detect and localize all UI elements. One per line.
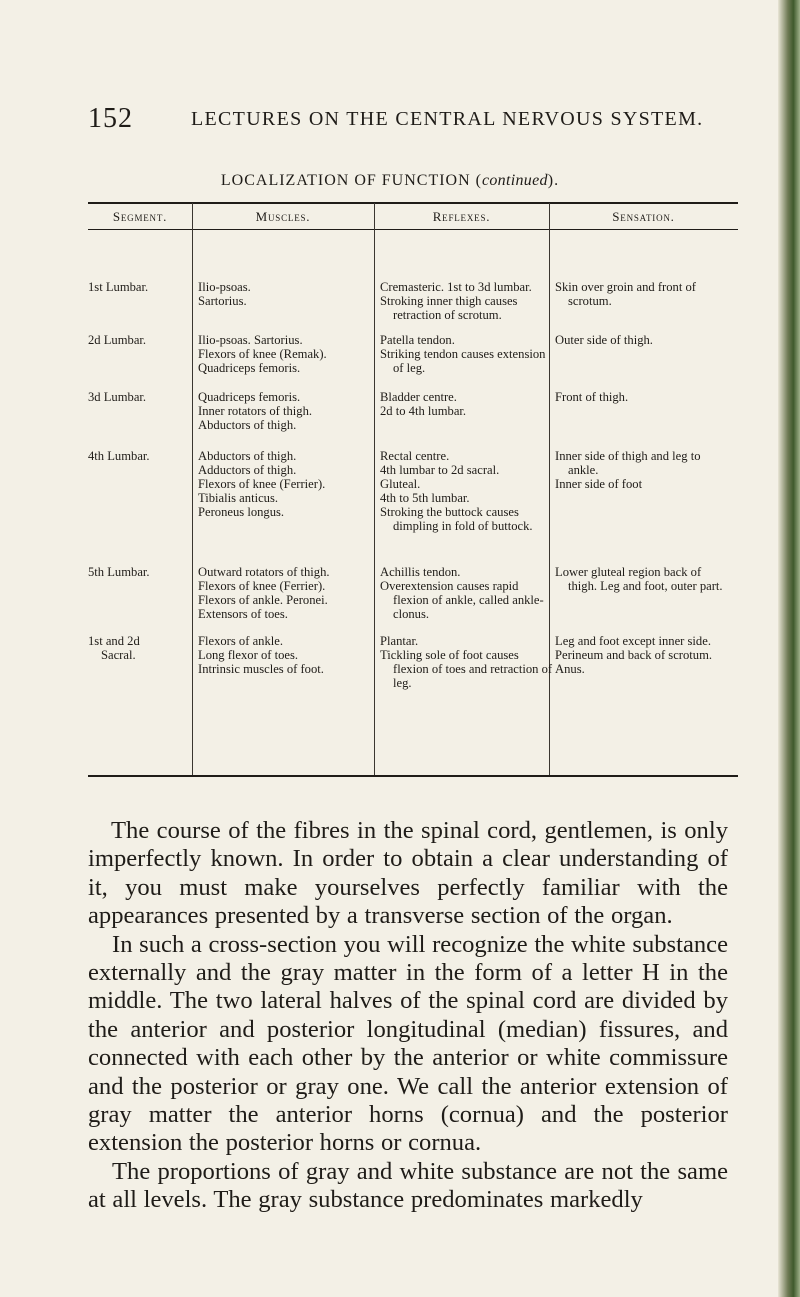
cell-line: 2d to 4th lumbar. bbox=[380, 404, 467, 418]
cell-line: Striking tendon causes extension of leg. bbox=[380, 347, 546, 375]
paragraph: The course of the fibres in the spinal cord, gentlemen, is only imperfectly known. In order to obtain a clear understanding of it, you must make yourselves perfectly familiar with the appearances presented by a transverse section of the organ. bbox=[88, 817, 728, 930]
cell-line: Flexors of knee (Remak). bbox=[198, 347, 327, 361]
sensation-cell bbox=[549, 565, 738, 634]
cell-line: Ilio-psoas. bbox=[198, 280, 251, 294]
segment-cell bbox=[88, 449, 192, 565]
cell-line: 4th lumbar to 2d sacral. bbox=[380, 463, 500, 477]
cell-line: Sartorius. bbox=[198, 294, 247, 308]
table-row bbox=[88, 322, 738, 390]
cell-line: Overextension causes rapid flexion of ankle, called ankle-clonus. bbox=[380, 579, 544, 621]
cell-line: Adductors of thigh. bbox=[198, 463, 297, 477]
cell-line: Plantar. bbox=[380, 634, 419, 648]
page-header bbox=[0, 103, 780, 133]
caption-close: ). bbox=[547, 172, 560, 189]
segment-cell bbox=[88, 322, 192, 390]
cell-line: Patella tendon. bbox=[380, 333, 455, 347]
cell-line: 2d Lumbar. bbox=[88, 333, 147, 347]
muscles-cell bbox=[192, 228, 374, 322]
cell-line: Abductors of thigh. bbox=[198, 449, 297, 463]
page-edge bbox=[778, 0, 800, 1297]
segment-cell bbox=[88, 228, 192, 322]
paragraph: The proportions of gray and white substance are not the same at all levels. The gray substance predominates markedly bbox=[88, 1157, 728, 1214]
cell-line: Long flexor of toes. bbox=[198, 648, 299, 662]
cell-line: Inner side of thigh and leg to ankle. bbox=[555, 449, 701, 477]
cell-line: Rectal centre. bbox=[380, 449, 450, 463]
sensation-cell bbox=[549, 390, 738, 449]
cell-line: Achillis tendon. bbox=[380, 565, 461, 579]
cell-line: Front of thigh. bbox=[555, 390, 629, 404]
cell-line: Tibialis anticus. bbox=[198, 491, 279, 505]
cell-line: Outer side of thigh. bbox=[555, 333, 653, 347]
caption-continued: continued bbox=[481, 172, 548, 189]
table-top-rule bbox=[88, 202, 738, 204]
cell-line: Outward rotators of thigh. bbox=[198, 565, 330, 579]
cell-line: Stroking the buttock causes dimpling in fold of buttock. bbox=[380, 505, 533, 533]
sensation-cell bbox=[549, 228, 738, 322]
table-row bbox=[88, 634, 738, 724]
cell-line: Cremasteric. 1st to 3d lumbar. bbox=[380, 280, 532, 294]
sensation-cell bbox=[549, 449, 738, 565]
table-row bbox=[88, 390, 738, 449]
muscles-cell bbox=[192, 449, 374, 565]
cell-line: Sacral. bbox=[101, 648, 136, 662]
cell-line: Anus. bbox=[555, 662, 585, 676]
reflexes-cell bbox=[374, 228, 549, 322]
caption-main: LOCALIZATION OF FUNCTION ( bbox=[220, 172, 482, 189]
muscles-cell bbox=[192, 390, 374, 449]
body-text bbox=[88, 817, 728, 1215]
cell-line: Inner rotators of thigh. bbox=[198, 404, 313, 418]
muscles-cell bbox=[192, 322, 374, 390]
cell-line: 1st and 2d bbox=[88, 634, 140, 648]
cell-line: Flexors of ankle. bbox=[198, 634, 283, 648]
cell-line: 4th to 5th lumbar. bbox=[380, 491, 470, 505]
reflexes-cell bbox=[374, 565, 549, 634]
cell-line: Intrinsic muscles of foot. bbox=[198, 662, 324, 676]
cell-line: 3d Lumbar. bbox=[88, 390, 147, 404]
cell-line: Flexors of knee (Ferrier). bbox=[198, 579, 326, 593]
table-row bbox=[88, 449, 738, 565]
cell-line: Tickling sole of foot causes flexion of toes and retraction of leg. bbox=[380, 648, 553, 690]
cell-line: Lower gluteal region back of thigh. Leg and foot, outer part. bbox=[555, 565, 723, 593]
localization-table bbox=[88, 205, 738, 724]
muscles-cell bbox=[192, 634, 374, 724]
sensation-cell bbox=[549, 634, 738, 724]
reflexes-cell bbox=[374, 449, 549, 565]
header-segment: Segment. bbox=[112, 208, 168, 224]
cell-line: Leg and foot except inner side. bbox=[555, 634, 711, 648]
cell-line: Abductors of thigh. bbox=[198, 418, 297, 432]
reflexes-cell bbox=[374, 390, 549, 449]
muscles-cell bbox=[192, 565, 374, 634]
running-title: LECTURES ON THE CENTRAL NERVOUS SYSTEM. bbox=[191, 108, 704, 130]
table-row bbox=[88, 565, 738, 634]
page-number: 152 bbox=[88, 103, 133, 134]
cell-line: Extensors of toes. bbox=[198, 607, 288, 621]
cell-line: Skin over groin and front of scrotum. bbox=[555, 280, 696, 308]
segment-cell bbox=[88, 634, 192, 724]
cell-line: Peroneus longus. bbox=[198, 505, 285, 519]
cell-line: 5th Lumbar. bbox=[88, 565, 150, 579]
table-caption bbox=[0, 172, 780, 190]
cell-line: Quadriceps femoris. bbox=[198, 361, 301, 375]
cell-line: Stroking inner thigh causes retraction of scrotum. bbox=[380, 294, 518, 322]
cell-line: Ilio-psoas. Sartorius. bbox=[198, 333, 303, 347]
segment-cell bbox=[88, 390, 192, 449]
header-reflexes: Reflexes. bbox=[432, 208, 491, 224]
cell-line: Perineum and back of scrotum. bbox=[555, 648, 713, 662]
reflexes-cell bbox=[374, 634, 553, 724]
cell-line: Flexors of ankle. Peronei. bbox=[198, 593, 328, 607]
table-row bbox=[88, 228, 738, 322]
header-sensation: Sensation. bbox=[612, 208, 675, 224]
table-header-row bbox=[88, 205, 738, 228]
table-bottom-rule bbox=[88, 775, 738, 777]
cell-line: Bladder centre. bbox=[380, 390, 457, 404]
cell-line: Quadriceps femoris. bbox=[198, 390, 301, 404]
cell-line: 4th Lumbar. bbox=[88, 449, 150, 463]
cell-line: Inner side of foot bbox=[555, 477, 643, 491]
cell-line: Flexors of knee (Ferrier). bbox=[198, 477, 326, 491]
header-muscles: Muscles. bbox=[255, 208, 311, 224]
cell-line: 1st Lumbar. bbox=[88, 280, 149, 294]
segment-cell bbox=[88, 565, 192, 634]
sensation-cell bbox=[549, 322, 738, 390]
cell-line: Gluteal. bbox=[380, 477, 421, 491]
paragraph: In such a cross-section you will recognize the white substance externally and the gray matter in the form of a letter H in the middle. The two lateral halves of the spinal cord are divided by the anterior and posterior longitudinal (median) fissures, and connected with each other by the anterior or white commissure and the posterior or gray one. We call the anterior extension of gray matter the anterior horns (cornua) and the posterior extension the posterior horns or cornua. bbox=[88, 930, 728, 1157]
reflexes-cell bbox=[374, 322, 549, 390]
